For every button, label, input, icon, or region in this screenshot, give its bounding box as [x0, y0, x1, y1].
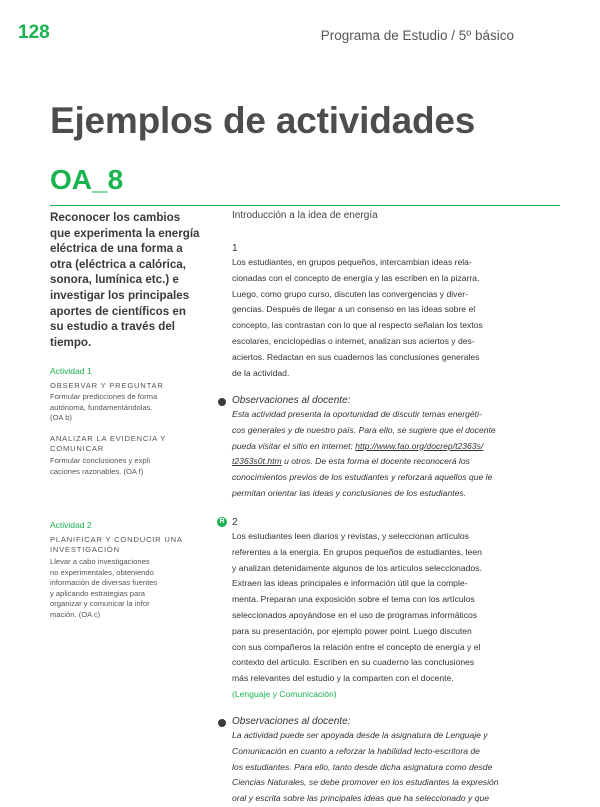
objective-line: aportes de científicos en: [50, 304, 186, 318]
bullet-icon: [218, 398, 226, 406]
text-line: Luego, como grupo curso, discuten las convergencias y diver-: [232, 288, 468, 299]
skill-text-line: autónoma, fundamentándolas.: [50, 402, 153, 412]
skill-heading-line: ANALIZAR LA EVIDENCIA Y: [50, 434, 167, 443]
skill-heading-line: OBSERVAR Y PREGUNTAR: [50, 381, 164, 390]
skill-text-line: organizar y comunicar la infor: [50, 599, 150, 608]
page-title: Ejemplos de actividades: [50, 100, 476, 141]
skill-heading-line: PLANIFICAR Y CONDUCIR UNA: [50, 535, 183, 544]
skill-heading: [50, 535, 210, 555]
text-fragment: pueda visitar el sitio en internet:: [232, 440, 356, 451]
resource-link[interactable]: http://www.fao.org/docrep/t2363s/: [355, 440, 484, 451]
activity-2-label: Actividad 2: [50, 520, 92, 530]
section-divider: [50, 205, 560, 206]
objective-line: otra (eléctrica a calórica,: [50, 257, 186, 271]
text-line: más relevantes del estudio y la comparten con el docente.: [232, 673, 454, 684]
activity-1-label: Actividad 1: [50, 366, 92, 376]
text-line: los estudiantes. Para ello, tanto desde dicha asignatura como desde: [232, 761, 493, 772]
page-number: 128: [18, 22, 50, 43]
text-line: cos generales y de nuestro país. Para ello, se sugiere que el docente: [232, 424, 496, 435]
observations-title: Observaciones al docente:: [232, 395, 351, 406]
objective-line: su estudio a través del: [50, 320, 176, 334]
text-line: oral y escrita sobre las principales ideas que ha seleccionado y que: [232, 793, 490, 804]
skill-text-line: y aplicando estrategias para: [50, 588, 145, 598]
skill-description: [50, 557, 210, 620]
skill-text-line: mación. (OA c): [50, 609, 101, 619]
text-line: Extraen las ideas principales e información útil que la comple-: [232, 578, 468, 589]
text-line: seleccionados apoyándose en el uso de programas informáticos: [232, 609, 478, 620]
text-line: y analizan detenidamente algunos de los artículos seleccionados.: [232, 562, 482, 573]
skill-text-line: caciones razonables. (OA f): [50, 466, 144, 476]
text-line: referentes a la energía. En grupos pequeños de estudiantes, leen: [232, 546, 482, 557]
resource-link-continued[interactable]: t2363s0t.htm: [232, 456, 282, 467]
step-number: 1: [232, 243, 238, 254]
bullet-icon: [218, 719, 226, 727]
text-line: Los estudiantes, en grupos pequeños, intercambian ideas rela-: [232, 257, 472, 267]
observations-text: [232, 407, 562, 502]
skill-description: [50, 392, 210, 424]
text-line: La actividad puede ser apoyada desde la asignatura de Lenguaje y: [232, 730, 488, 740]
text-line: [232, 454, 562, 470]
marker-r-icon: R: [217, 517, 227, 527]
text-line: permitan orientar las ideas y conclusiones de los estudiantes.: [232, 487, 467, 498]
objective-line: que experimenta la energía: [50, 226, 200, 240]
text-line: gencias. Después de llegar a un consenso en las ideas sobre el: [232, 304, 476, 315]
objective-line: tiempo.: [50, 335, 92, 349]
skill-text-line: Llevar a cabo investigaciones: [50, 557, 150, 566]
text-line: Comunicación en cuanto a reforzar la habilidad lecto-escritora de: [232, 745, 480, 756]
text-line: concepto, las contrastan con lo que al respecto señalan los textos: [232, 320, 483, 331]
objective-line: eléctrica de una forma a: [50, 242, 183, 256]
skill-heading: [50, 381, 210, 391]
skill-text-line: información de diversas fuentes: [50, 578, 158, 587]
text-line: [232, 439, 562, 455]
learning-objective-code: OA_8: [50, 164, 124, 195]
text-line: de la actividad.: [232, 367, 290, 378]
skill-description: [50, 456, 210, 477]
step-2-text: [232, 529, 562, 703]
text-fragment: u otros. De esta forma el docente reconocerá los: [281, 456, 470, 467]
skill-heading: [50, 434, 210, 454]
running-head: Programa de Estudio / 5º básico: [320, 28, 514, 43]
objective-line: sonora, lumínica etc.) e: [50, 273, 179, 287]
skill-text-line: no experimentales, obteniendo: [50, 567, 154, 577]
text-line: aciertos. Redactan en sus cuadernos las conclusiones generales: [232, 351, 480, 362]
text-line: cionadas con el concepto de energía y las escriben en la pizarra.: [232, 272, 480, 283]
text-line: para su presentación, por ejemplo power point. Luego discuten: [232, 625, 472, 636]
skill-text-line: Formular conclusiones y expli: [50, 456, 151, 465]
text-line: con sus compañeros la relación entre el concepto de energía y el: [232, 641, 481, 652]
text-line: contexto del artículo. Escriben en su cuaderno las conclusiones: [232, 657, 475, 668]
skill-text-line: Formular predicciones de forma: [50, 392, 158, 401]
subject-reference: (Lenguaje y Comunicación): [232, 688, 337, 699]
text-line: menta. Preparan una exposición sobre el tema con los artículos: [232, 594, 475, 605]
observations-title: Observaciones al docente:: [232, 716, 351, 727]
text-line: conocimientos previos de los estudiantes y reforzará aquellos que le: [232, 472, 493, 483]
step-number: 2: [232, 517, 238, 528]
objective-line: Reconocer los cambios: [50, 211, 181, 224]
skill-text-line: (OA b): [50, 413, 72, 422]
section-title: Introducción a la idea de energía: [232, 210, 378, 221]
observations-text: [232, 728, 562, 807]
text-line: Los estudiantes leen diarios y revistas, y seleccionan artículos: [232, 531, 469, 541]
text-line: Ciencias Naturales, se debe promover en los estudiantes la expresión: [232, 777, 499, 788]
text-line: Esta actividad presenta la oportunidad de discutir temas energéti-: [232, 409, 482, 419]
step-1-text: [232, 255, 562, 381]
objective-line: investigar los principales: [50, 288, 190, 302]
learning-objective-text: [50, 210, 210, 350]
skill-heading-line: INVESTIGACIÓN: [50, 545, 120, 554]
skill-heading-line: COMUNICAR: [50, 444, 105, 453]
text-line: escolares, enciclopedias o internet, analizan sus aciertos y des-: [232, 335, 475, 346]
